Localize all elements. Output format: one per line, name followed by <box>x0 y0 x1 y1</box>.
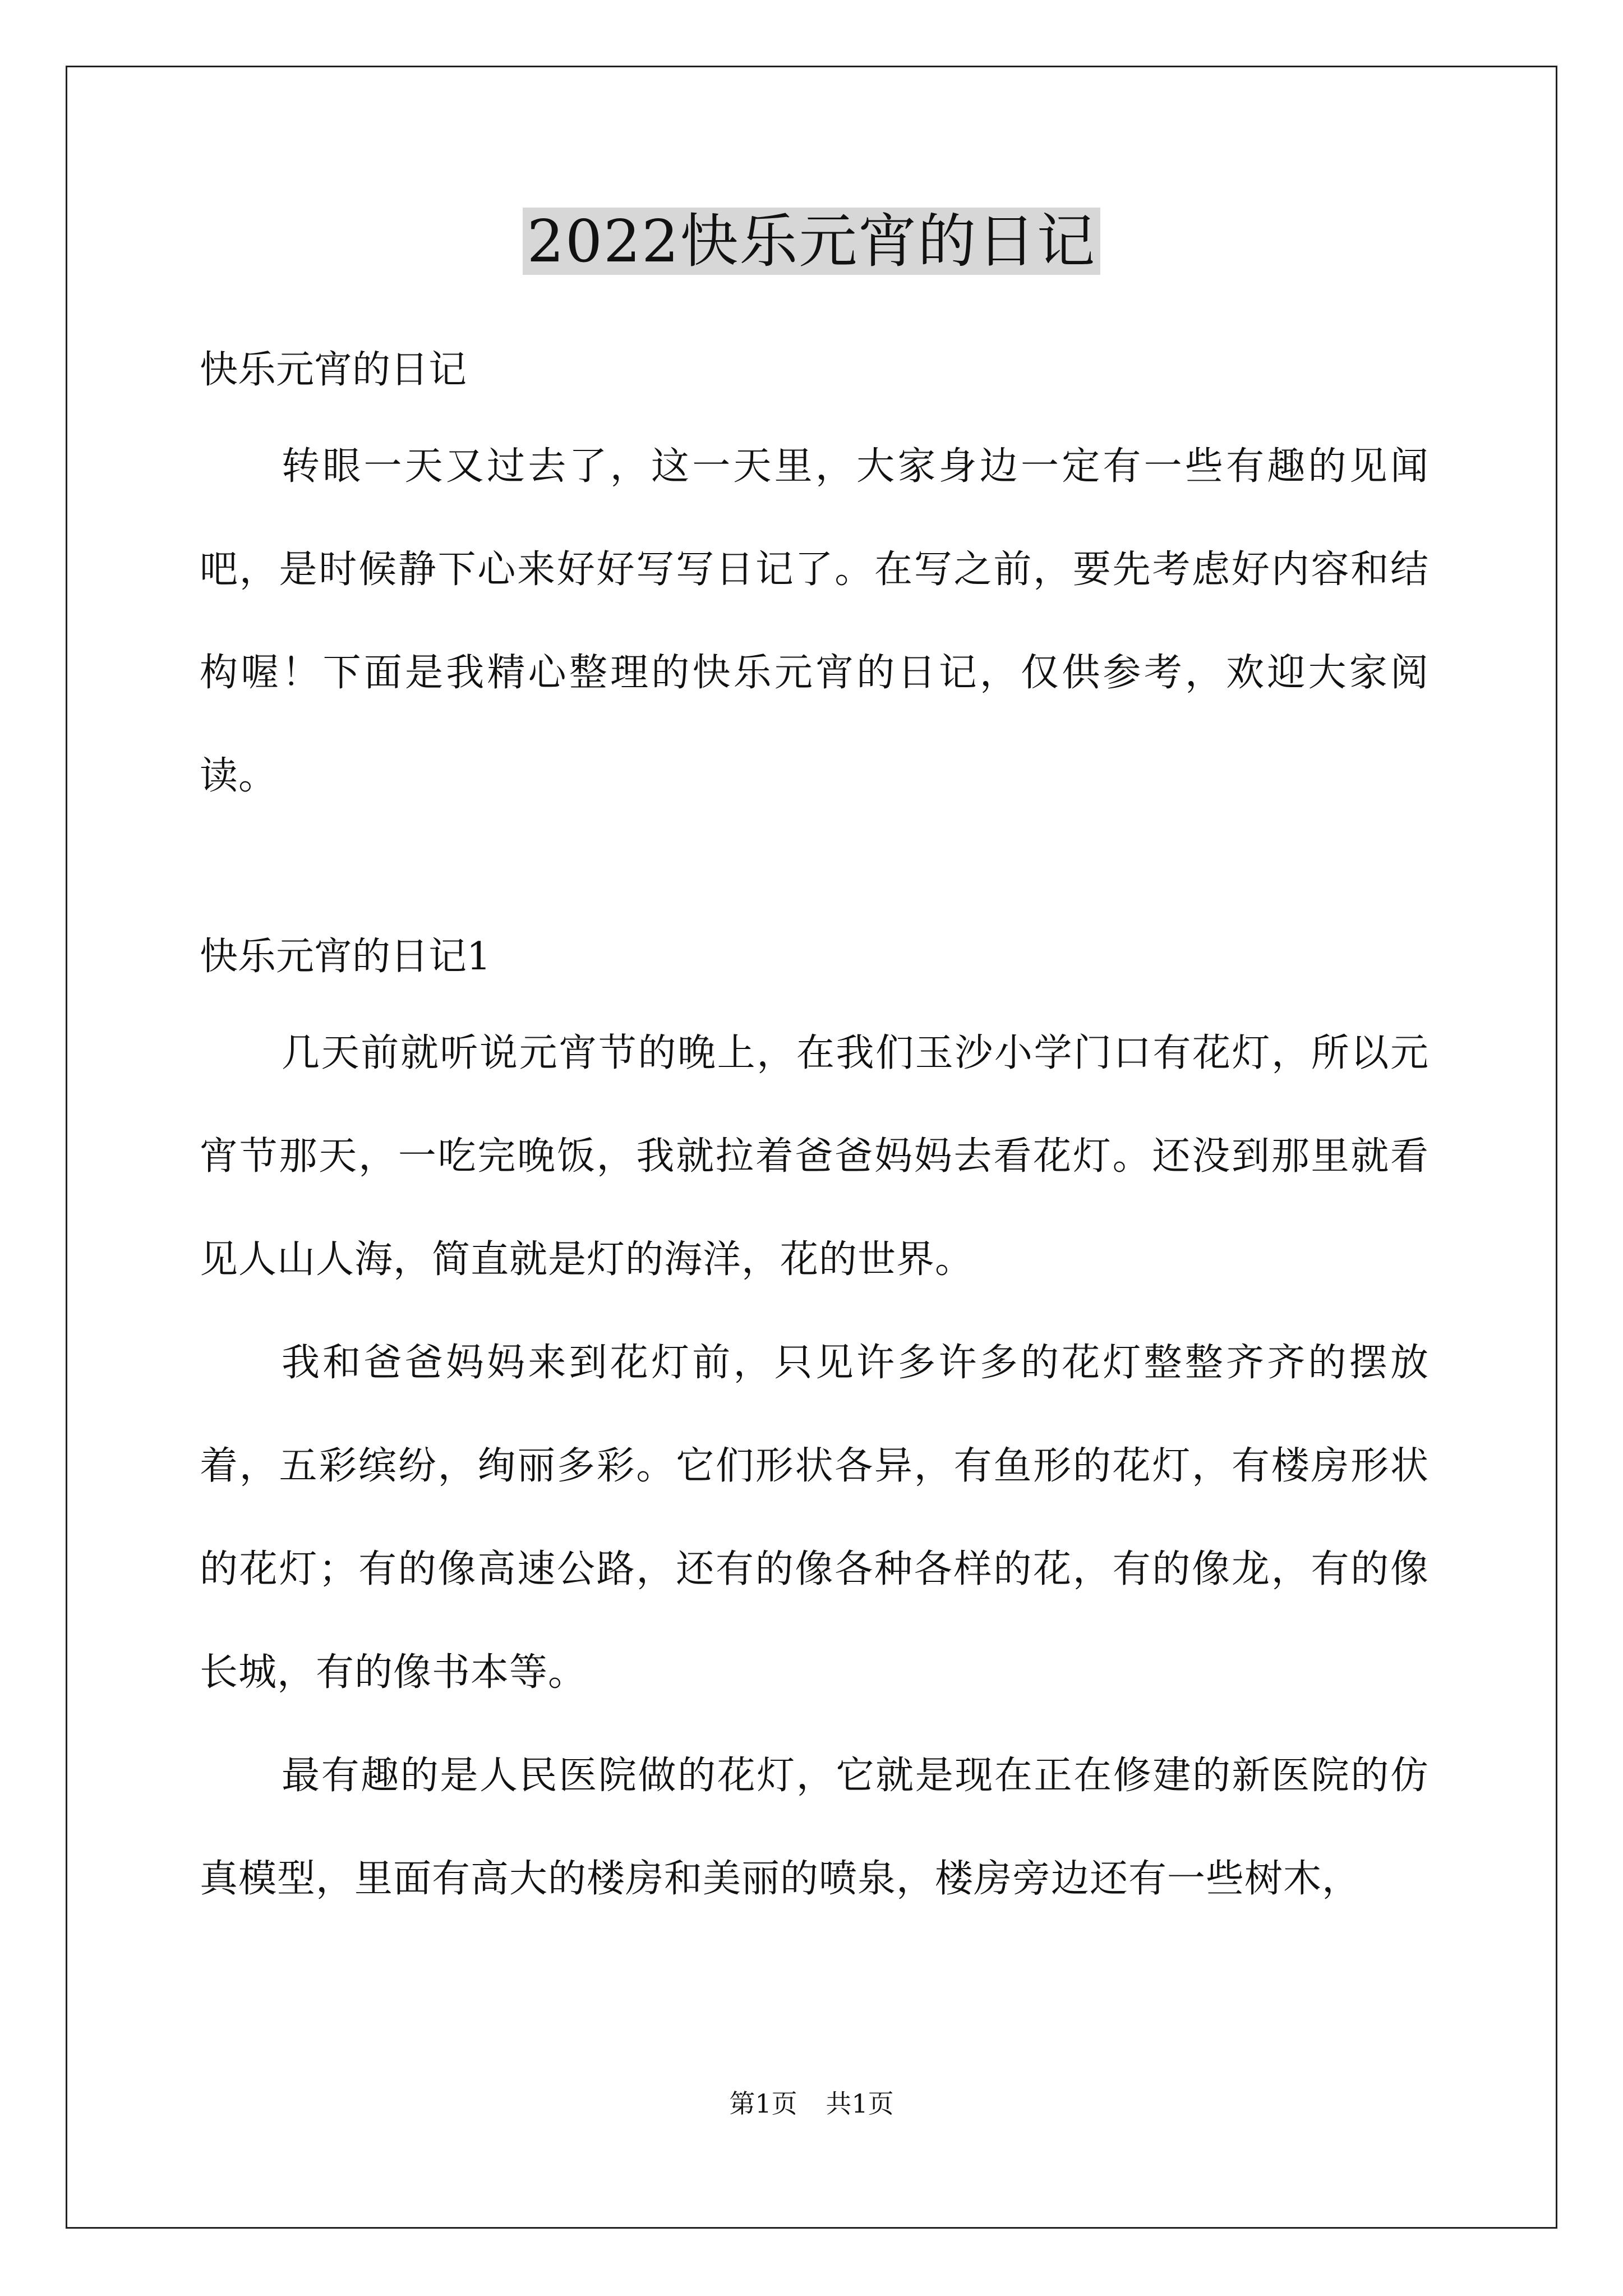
page-total: 共1页 <box>826 2088 894 2119</box>
page-footer <box>0 2087 1623 2120</box>
section1-paragraph-1: 几天前就听说元宵节的晚上，在我们玉沙小学门口有花灯，所以元宵节那天，一吃完晚饭，我就拉着爸爸妈妈去看花灯。还没到那里就看见人山人海，简直就是灯的海洋，花的世界。 <box>200 1031 1429 1282</box>
title-container <box>0 208 1623 275</box>
section1-paragraph-3: 最有趣的是人民医院做的花灯，它就是现在正在修建的新医院的仿真模型，里面有高大的楼房和美丽的喷泉，楼房旁边还有一些树木， <box>200 1754 1429 1901</box>
page-number: 第1页 <box>729 2088 797 2119</box>
section1-paragraph-2: 我和爸爸妈妈来到花灯前，只见许多许多的花灯整整齐齐的摆放着，五彩缤纷，绚丽多彩。它们形状各异，有鱼形的花灯，有楼房形状的花灯；有的像高速公路，还有的像各种各样的花，有的像龙，有的像长城，有的像书本等。 <box>200 1341 1429 1695</box>
document-title: 2022快乐元宵的日记 <box>523 208 1101 275</box>
section1-heading: 快乐元宵的日记1 <box>200 935 491 979</box>
document-body <box>200 314 1429 1931</box>
intro-heading: 快乐元宵的日记 <box>200 348 467 392</box>
intro-paragraph: 转眼一天又过去了，这一天里，大家身边一定有一些有趣的见闻吧，是时候静下心来好好写写日记了。在写之前，要先考虑好内容和结构喔！下面是我精心整理的快乐元宵的日记，仅供参考，欢迎大家阅读。 <box>200 444 1429 798</box>
